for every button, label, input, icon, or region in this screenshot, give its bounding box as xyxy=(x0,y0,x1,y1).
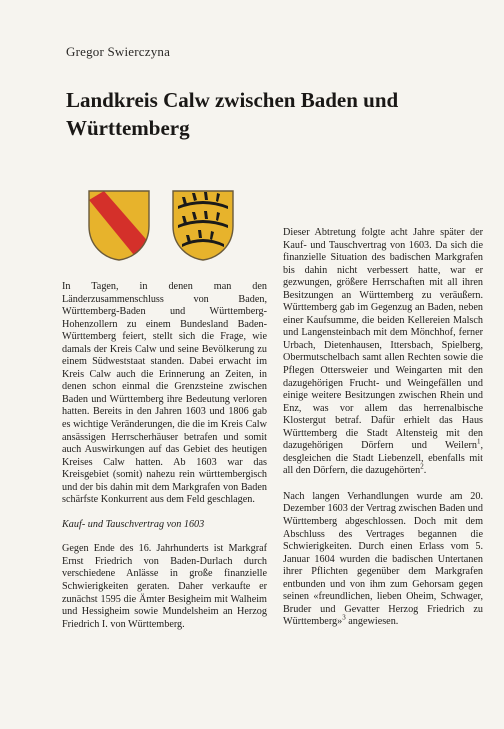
article-title: Landkreis Calw zwischen Baden und Württemberg xyxy=(66,88,399,140)
section-paragraph: Gegen Ende des 16. Jahrhunderts ist Markgraf Ernst Friedrich von Baden-Durlach durch verschiedene Anlässe in große finanzielle Schwierigkeiten geraten. Daher verkaufte er zunächst 1595 die Ämter Besigheim mit Walheim und Hessigheim sowie Mundelsheim an Herzog Friedrich I. von Württemberg. xyxy=(62,543,267,630)
wuerttemberg-coat-of-arms-icon xyxy=(170,188,236,262)
paragraph-negotiations xyxy=(283,491,483,629)
paragraph-text: Dieser Abtretung folgte acht Jahre später der Kauf- und Tauschvertrag von 1603. Da sich die finanzielle Situation des badischen Markgrafen bis dahin nicht verbessert hatte, war er gezwungen, größere Herrschaften mit all ihren Besitzungen an Württemberg zu veräußern. Württemberg gab im Gegenzug an Baden, neben einer Kaufsumme, die beiden Kellereien Malsch und Langensteinbach mit dem Mönchhof, ferner Urbach, Dietenhausen, Ittersbach, Spielberg, Obermutschelbach samt allen Rechten sowie die Pflegen Ottersweier und Weingarten mit den dazugehörigen Frucht- und Weingefällen und einige weitere Besitzungen zwischen Rhein und Enz, was vor allem das herrenalbische Klostergut betraf. Dafür erhielt das Haus Württemberg die Stadt Altensteig mit den dazugehörigen Dörfern und Weilern xyxy=(283,227,483,452)
section-subheading: Kauf- und Tauschvertrag von 1603 xyxy=(62,518,205,530)
baden-coat-of-arms-icon xyxy=(86,188,152,262)
footnote-ref[interactable]: 2 xyxy=(420,463,424,471)
coats-of-arms xyxy=(86,188,246,264)
paragraph-text: angewiesen. xyxy=(345,616,399,628)
intro-paragraph: In Tagen, in denen man den Länderzusammenschluss von Baden, Württemberg-Baden und Württemberg-Hohenzollern zu einem Bundesland Baden-Württemberg feiert, stellt sich die Frage, wie damals der Kreis Calw und seine Bevölkerung zu einem Südweststaat standen. Dabei erwacht im Kreis Calw auch die Erinnerung an Zeiten, in denen schon einmal die Grenzsteine zwischen Baden und Württemberg ihre Bedeutung verloren hatten. Bereits in den Jahren 1603 und 1806 gab es wichtige Veränderungen, die die im Kreis Calw ansässigen Herrscherhäuser betrafen und somit auch Auswirkungen auf das Gebiet des heutigen Kreises Calw hatten. Ab 1603 war das Kreisgebiet (somit) nahezu rein württembergisch und der bis dahin mit dem Markgrafen von Baden schärfste Konkurrent aus dem Feld geschlagen. xyxy=(62,281,267,506)
paragraph-text: , desgleichen die Stadt Liebenzell, ebenfalls mit all den Dörfern, die dazugehörten xyxy=(283,440,483,477)
paragraph-contract xyxy=(283,227,483,478)
left-column xyxy=(62,281,267,631)
footnote-ref[interactable]: 1 xyxy=(476,437,481,446)
paragraph-text: Nach langen Verhandlungen wurde am 20. Dezember 1603 der Vertrag zwischen Baden und Württemberg abgeschlossen. Doch mit dem Abschluss des Vertrages begannen die Schwierigkeiten. Durch einen Erlass vom 5. Januar 1604 wurden die badischen Untertanen ihrer Pflichten gegenüber dem Markgrafen entbunden und von ihm zum Gehorsam gegen seinen «freundlichen, lieben Oheim, Schwager, Bruder und Gevatter Herzog Friedrich zu Württemberg» xyxy=(283,490,483,628)
paragraph-text: . xyxy=(423,465,427,477)
author-name: Gregor Swierczyna xyxy=(66,44,171,59)
footnote-ref[interactable]: 3 xyxy=(342,614,346,623)
right-column xyxy=(283,227,483,629)
